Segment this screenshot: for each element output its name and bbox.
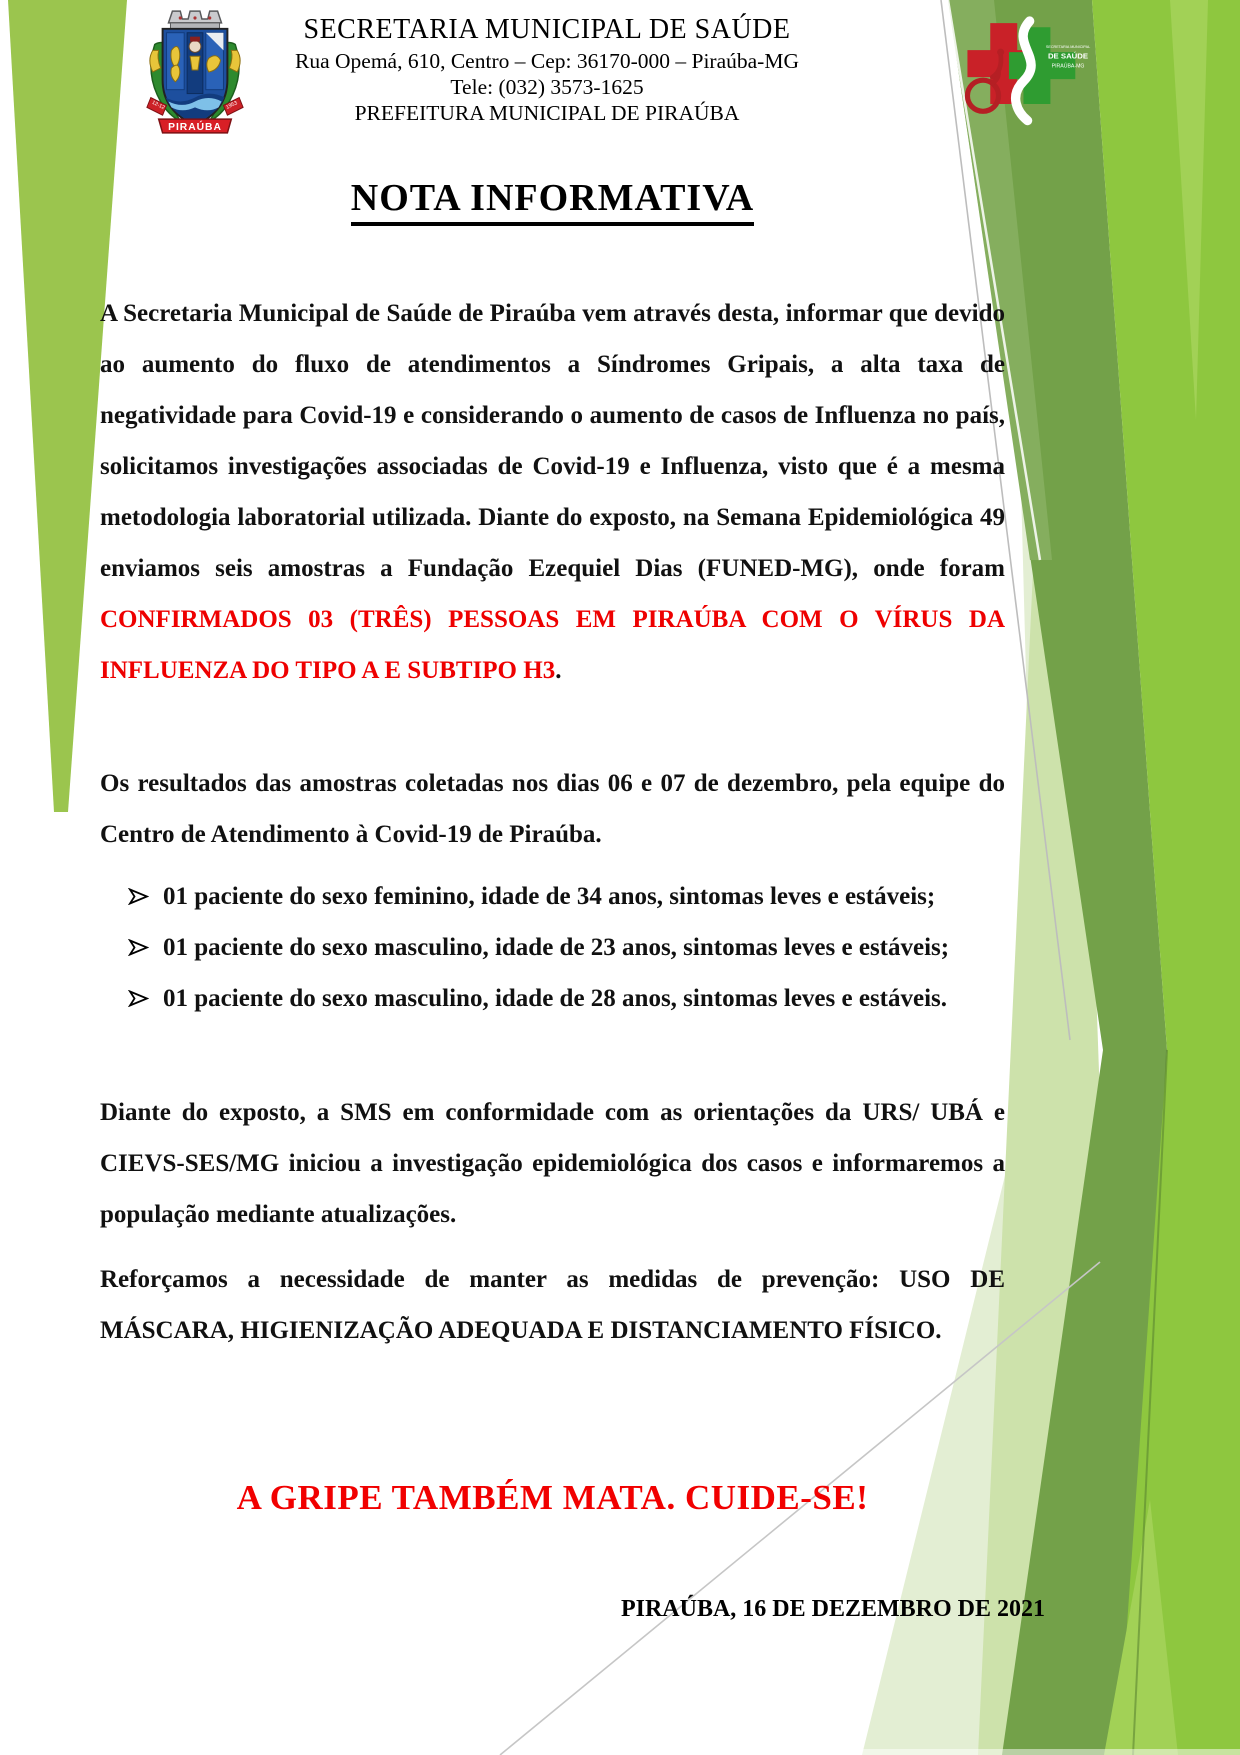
- paragraph-intro-lead: A Secretaria Municipal de Saúde de Piraúba vem através desta, informar que devido ao aumento do fluxo de atendimentos a Síndromes Gripais, a alta taxa de negatividade para Covid-19 e considerando o aumento de casos de Influenza no país, solicitamos investigações associadas de Covid-19 e Influenza, visto que é a mesma metodologia laboratorial utilizada. Diante do exposto, na Semana Epidemiológica 49 enviamos seis amostras a Fundação Ezequiel Dias (FUNED-MG), onde foram: [100, 300, 1005, 582]
- document-body: [100, 288, 1005, 1356]
- list-item: [100, 922, 1005, 973]
- paragraph-intro-highlight: CONFIRMADOS 03 (TRÊS) PESSOAS EM PIRAÚBA COM O VÍRUS DA INFLUENZA DO TIPO A E SUBTIPO H3: [100, 606, 1005, 684]
- logo-caption-line1: SECRETARIA MUNICIPAL: [1045, 45, 1091, 50]
- logo-caption-line2: DE SAÚDE: [1047, 51, 1089, 61]
- arrow-bullet-icon: [128, 939, 149, 956]
- paragraph-intro: [100, 288, 1005, 696]
- paragraph-intro-tail: .: [555, 657, 562, 684]
- paragraph-investigation: Diante do exposto, a SMS em conformidade com as orientações da URS/ UBÁ e CIEVS-SES/MG iniciou a investigação epidemiológica dos casos e informaremos a população mediante atualizações.: [100, 1099, 1005, 1228]
- crest-ribbon-right: 1953: [225, 100, 239, 111]
- letterhead: [262, 12, 832, 126]
- letterhead-secretariat: SECRETARIA MUNICIPAL DE SAÚDE: [303, 14, 791, 45]
- dateline: PIRAÚBA, 16 DE DEZEMBRO DE 2021: [620, 1596, 1045, 1622]
- list-item-text: 01 paciente do sexo feminino, idade de 34 anos, sintomas leves e estáveis;: [163, 883, 936, 910]
- logo-caption-line3: PIRAÚBA-MG: [1051, 63, 1085, 70]
- list-item-text: 01 paciente do sexo masculino, idade de 23 anos, sintomas leves e estáveis;: [163, 934, 950, 961]
- paragraph-results: Os resultados das amostras coletadas nos dias 06 e 07 de dezembro, pela equipe do Centro de Atendimento à Covid-19 de Piraúba.: [100, 770, 1005, 848]
- health-secretariat-logo: [955, 16, 1095, 134]
- list-item: [100, 973, 1005, 1024]
- paragraph-prevention: Reforçamos a necessidade de manter as medidas de prevenção: USO DE MÁSCARA, HIGIENIZAÇÃO ADEQUADA E DISTANCIAMENTO FÍSICO.: [100, 1266, 1005, 1344]
- letterhead-municipality: PREFEITURA MUNICIPAL DE PIRAÚBA: [354, 101, 740, 125]
- letterhead-address: Rua Opemá, 610, Centro – Cep: 36170-000 – Piraúba-MG: [295, 49, 799, 73]
- warning-headline: A GRIPE TAMBÉM MATA. CUIDE-SE!: [236, 1478, 869, 1517]
- crest-ribbon-left: 12-12: [150, 99, 166, 112]
- list-item-text: 01 paciente do sexo masculino, idade de 28 anos, sintomas leves e estáveis.: [163, 985, 948, 1012]
- arrow-bullet-icon: [128, 990, 149, 1007]
- crest-city-name: PIRAÚBA: [168, 121, 222, 133]
- piraiuba-coat-of-arms: [141, 6, 249, 138]
- arrow-bullet-icon: [128, 888, 149, 905]
- patient-list: [100, 871, 1005, 1024]
- page-title: NOTA INFORMATIVA: [351, 176, 754, 226]
- title-row: [100, 176, 1005, 226]
- letterhead-phone: Tele: (032) 3573-1625: [450, 75, 644, 99]
- list-item: [100, 871, 1005, 922]
